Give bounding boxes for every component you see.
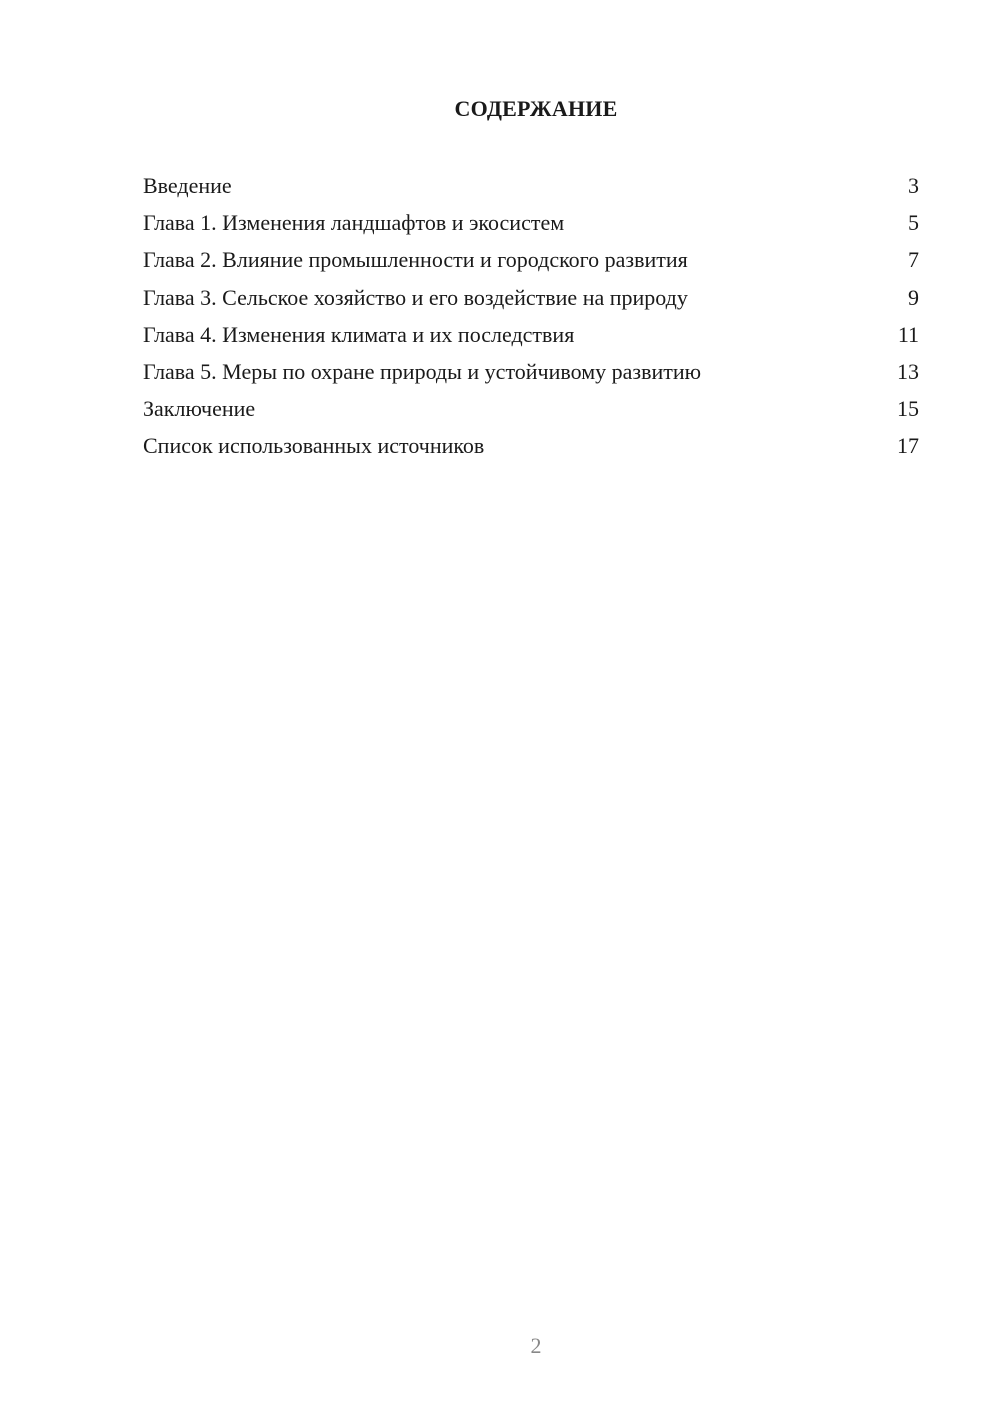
toc-entry-page: 17 xyxy=(897,433,919,459)
toc-entry-chapter-2[interactable] xyxy=(143,241,919,278)
toc-entry-label: Заключение xyxy=(143,396,256,422)
toc-entry-page: 5 xyxy=(908,210,919,236)
toc-entry-references[interactable] xyxy=(143,427,919,464)
toc-entry-introduction[interactable] xyxy=(143,167,919,204)
page-number: 2 xyxy=(530,1333,542,1358)
toc-entry-page: 9 xyxy=(908,284,919,310)
toc-entry-label: Глава 4. Изменения климата и их последствия xyxy=(143,321,575,347)
toc-entry-page: 15 xyxy=(897,396,919,422)
toc-entry-page: 7 xyxy=(908,247,919,273)
toc-entry-label: Глава 2. Влияние промышленности и городского развития xyxy=(143,247,688,273)
toc-entry-chapter-5[interactable] xyxy=(143,353,919,390)
toc-entry-chapter-1[interactable] xyxy=(143,204,919,241)
toc-entry-page: 3 xyxy=(908,173,919,198)
toc-entry-label: Глава 3. Сельское хозяйство и его воздействие на природу xyxy=(143,284,688,310)
toc-entry-label: Список использованных источников xyxy=(143,433,485,459)
toc-entry-chapter-4[interactable] xyxy=(143,316,919,353)
table-of-contents xyxy=(143,167,919,465)
toc-entry-label: Глава 5. Меры по охране природы и устойчивому развитию xyxy=(143,358,702,384)
toc-entry-conclusion[interactable] xyxy=(143,390,919,427)
toc-entry-label: Глава 1. Изменения ландшафтов и экосистем xyxy=(143,210,565,236)
toc-entry-label: Введение xyxy=(143,173,232,198)
page-title: СОДЕРЖАНИЕ xyxy=(454,96,618,121)
toc-entry-chapter-3[interactable] xyxy=(143,279,919,316)
toc-entry-page: 13 xyxy=(897,358,919,384)
toc-entry-page: 11 xyxy=(897,321,919,347)
